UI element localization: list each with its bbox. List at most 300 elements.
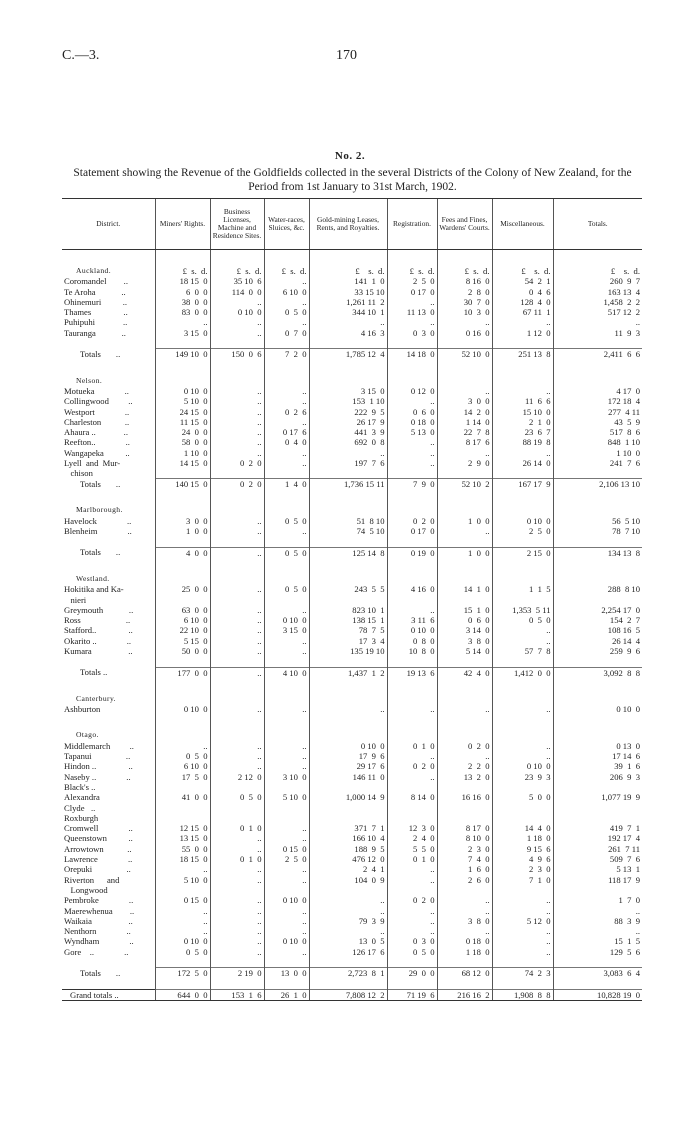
amount-cell: ..: [210, 844, 264, 854]
amount-cell: [309, 979, 387, 990]
amount-cell: 277 4 11: [553, 407, 642, 417]
amount-cell: ..: [210, 547, 264, 558]
totals-row: [62, 667, 642, 678]
amount-cell: [437, 505, 492, 515]
amount-cell: ..: [210, 667, 264, 678]
amount-cell: £ s. d.: [387, 266, 437, 276]
amount-cell: 222 9 5: [309, 407, 387, 417]
amount-cell: ..: [492, 741, 553, 751]
amount-cell: [437, 782, 492, 792]
amount-cell: 3 0 0: [155, 516, 210, 526]
amount-cell: ..: [553, 906, 642, 916]
amount-cell: 42 4 0: [437, 667, 492, 678]
table-row: [62, 772, 642, 782]
amount-cell: 33 15 10: [309, 287, 387, 297]
amount-cell: [492, 338, 553, 349]
district-cell: Stafford.. ..: [64, 625, 133, 636]
district-cell: Reefton.. ..: [64, 437, 130, 448]
amount-cell: 1 0 0: [437, 516, 492, 526]
amount-cell: 25 0 0: [155, 584, 210, 594]
amount-cell: [309, 505, 387, 515]
amount-cell: ..: [492, 926, 553, 936]
amount-cell: 17 14 6: [553, 751, 642, 761]
district-cell: Ahaura .. ..: [64, 427, 128, 438]
amount-cell: ..: [387, 297, 437, 307]
district-cell: Otago.: [76, 730, 99, 740]
district-cell: [62, 957, 155, 968]
spacer-row: [62, 536, 642, 547]
amount-cell: 2 5 0: [387, 276, 437, 286]
amount-cell: [492, 656, 553, 667]
amount-cell: [309, 678, 387, 694]
amount-cell: [553, 489, 642, 505]
amount-cell: 2 3 0: [437, 844, 492, 854]
amount-cell: 3 11 6: [387, 615, 437, 625]
amount-cell: 1,785 12 4: [309, 349, 387, 360]
amount-cell: ..: [492, 936, 553, 946]
amount-cell: [553, 678, 642, 694]
amount-cell: 14 18 0: [387, 349, 437, 360]
amount-cell: 0 17 6: [264, 427, 309, 437]
amount-cell: 10,828 19 0: [553, 989, 642, 1000]
amount-cell: ..: [387, 751, 437, 761]
amount-cell: ..: [210, 741, 264, 751]
amount-cell: 823 10 1: [309, 605, 387, 615]
amount-cell: 517 12 2: [553, 307, 642, 317]
amount-cell: ..: [210, 437, 264, 447]
amount-cell: 241 7 6: [553, 458, 642, 468]
amount-cell: 1 6 0: [437, 864, 492, 874]
amount-cell: 134 13 8: [553, 547, 642, 558]
amount-cell: [155, 813, 210, 823]
amount-cell: 1 1 5: [492, 584, 553, 594]
amount-cell: [155, 536, 210, 547]
district-cell: Coromandel ..: [64, 276, 128, 287]
amount-cell: 0 5 0: [387, 947, 437, 957]
spacer-row: [62, 338, 642, 349]
amount-cell: [155, 558, 210, 574]
amount-cell: 43 5 9: [553, 417, 642, 427]
amount-cell: 30 7 0: [437, 297, 492, 307]
amount-cell: [155, 714, 210, 730]
col-header-district: District.: [62, 199, 155, 250]
amount-cell: [387, 885, 437, 895]
amount-cell: [309, 376, 387, 386]
amount-cell: [155, 656, 210, 667]
amount-cell: 344 10 1: [309, 307, 387, 317]
amount-cell: ..: [210, 297, 264, 307]
amount-cell: 3 15 0: [309, 386, 387, 396]
table-row: [62, 276, 642, 286]
amount-cell: [437, 885, 492, 895]
amount-cell: [264, 979, 309, 990]
amount-cell: [387, 574, 437, 584]
amount-cell: 4 16 0: [387, 584, 437, 594]
amount-cell: ..: [210, 396, 264, 406]
amount-cell: 2,723 8 1: [309, 968, 387, 979]
amount-cell: 192 17 4: [553, 833, 642, 843]
amount-cell: 74 2 3: [492, 968, 553, 979]
table-row: [62, 636, 642, 646]
amount-cell: [264, 714, 309, 730]
amount-cell: 2 12 0: [210, 772, 264, 782]
amount-cell: ..: [210, 833, 264, 843]
amount-cell: [210, 376, 264, 386]
amount-cell: 10 8 0: [387, 646, 437, 656]
district-cell: Grand totals ..: [62, 989, 155, 1000]
amount-cell: [264, 360, 309, 376]
amount-cell: 67 11 1: [492, 307, 553, 317]
amount-cell: ..: [210, 386, 264, 396]
amount-cell: [387, 730, 437, 740]
amount-cell: 1,736 15 11: [309, 479, 387, 490]
amount-cell: [437, 730, 492, 740]
amount-cell: ..: [210, 328, 264, 338]
amount-cell: [387, 505, 437, 515]
district-cell: Waikaia ..: [64, 915, 133, 926]
amount-cell: ..: [210, 615, 264, 625]
amount-cell: ..: [264, 823, 309, 833]
amount-cell: 3 0 0: [437, 396, 492, 406]
amount-cell: 0 10 0: [387, 625, 437, 635]
amount-cell: [264, 656, 309, 667]
totals-row: [62, 968, 642, 979]
amount-cell: ..: [553, 926, 642, 936]
totals-row: [62, 349, 642, 360]
amount-cell: [210, 536, 264, 547]
amount-cell: [210, 250, 264, 267]
amount-cell: [492, 694, 553, 704]
table-row: [62, 615, 642, 625]
amount-cell: 3 14 0: [437, 625, 492, 635]
amount-cell: ..: [437, 704, 492, 714]
amount-cell: 18 15 0: [155, 854, 210, 864]
table-row: [62, 417, 642, 427]
amount-cell: 114 0 0: [210, 287, 264, 297]
amount-cell: ..: [210, 864, 264, 874]
amount-cell: 57 7 8: [492, 646, 553, 656]
amount-cell: [309, 957, 387, 968]
amount-cell: 9 15 6: [492, 844, 553, 854]
amount-cell: 15 1 0: [437, 605, 492, 615]
amount-cell: [155, 505, 210, 515]
amount-cell: 12 15 0: [155, 823, 210, 833]
amount-cell: 243 5 5: [309, 584, 387, 594]
amount-cell: 19 13 6: [387, 667, 437, 678]
amount-cell: 11 6 6: [492, 396, 553, 406]
amount-cell: ..: [264, 875, 309, 885]
table-row: [62, 916, 642, 926]
amount-cell: [264, 505, 309, 515]
table-row: [62, 741, 642, 751]
district-cell: [62, 338, 155, 349]
amount-cell: 22 7 8: [437, 427, 492, 437]
amount-cell: [492, 979, 553, 990]
amount-cell: ..: [210, 584, 264, 594]
col-header-fees-and-fines: Fees and Fines, Wardens' Courts.: [437, 199, 492, 250]
amount-cell: 17 5 0: [155, 772, 210, 782]
district-cell: Ross ..: [64, 615, 131, 626]
amount-cell: 5 14 0: [437, 646, 492, 656]
table-header-row: [62, 199, 642, 250]
amount-cell: 108 16 5: [553, 625, 642, 635]
amount-cell: 2 19 0: [210, 968, 264, 979]
district-cell: Puhipuhi ..: [64, 317, 128, 328]
amount-cell: 1 4 0: [264, 479, 309, 490]
amount-cell: 0 5 0: [155, 751, 210, 761]
amount-cell: 0 2 6: [264, 407, 309, 417]
amount-cell: ..: [264, 317, 309, 327]
amount-cell: 0 8 0: [387, 636, 437, 646]
amount-cell: 12 3 0: [387, 823, 437, 833]
amount-cell: ..: [492, 636, 553, 646]
amount-cell: 5 12 0: [492, 916, 553, 926]
amount-cell: ..: [210, 916, 264, 926]
amount-cell: 8 10 0: [437, 833, 492, 843]
amount-cell: 23 9 3: [492, 772, 553, 782]
amount-cell: ..: [155, 864, 210, 874]
table-row: [62, 813, 642, 823]
district-cell: Nelson.: [76, 375, 103, 385]
amount-cell: [210, 813, 264, 823]
amount-cell: 149 10 0: [155, 349, 210, 360]
amount-cell: 26 17 9: [309, 417, 387, 427]
amount-cell: 38 0 0: [155, 297, 210, 307]
amount-cell: [210, 957, 264, 968]
district-section-heading: [62, 574, 642, 584]
amount-cell: [387, 489, 437, 505]
amount-cell: 261 7 11: [553, 844, 642, 854]
table-row: [62, 885, 642, 895]
amount-cell: 128 4 0: [492, 297, 553, 307]
table-row: [62, 297, 642, 307]
district-cell: Canterbury.: [76, 693, 116, 703]
amount-cell: [155, 468, 210, 478]
amount-cell: 1 10 0: [553, 448, 642, 458]
amount-cell: ..: [210, 417, 264, 427]
amount-cell: ..: [264, 297, 309, 307]
table-row: [62, 625, 642, 635]
amount-cell: 0 18 0: [387, 417, 437, 427]
district-cell: Okarito .. ..: [64, 635, 132, 646]
amount-cell: ..: [264, 761, 309, 771]
amount-cell: 140 15 0: [155, 479, 210, 490]
district-cell: Hokitika and Ka-: [64, 584, 124, 595]
amount-cell: 259 9 6: [553, 646, 642, 656]
amount-cell: [553, 694, 642, 704]
amount-cell: £ s. d.: [553, 266, 642, 276]
amount-cell: [437, 468, 492, 478]
amount-cell: 2,411 6 6: [553, 349, 642, 360]
amount-cell: ..: [210, 947, 264, 957]
amount-cell: [492, 505, 553, 515]
amount-cell: 5 10 0: [155, 396, 210, 406]
amount-cell: ..: [437, 926, 492, 936]
amount-cell: 0 10 0: [210, 307, 264, 317]
amount-cell: [264, 250, 309, 267]
amount-cell: [155, 376, 210, 386]
amount-cell: 4 10 0: [264, 667, 309, 678]
amount-cell: 5 0 0: [492, 792, 553, 802]
table-row: [62, 833, 642, 843]
district-cell: Motueka ..: [64, 385, 129, 396]
district-cell: Nenthorn ..: [64, 926, 131, 937]
totals-row: [62, 547, 642, 558]
amount-cell: ..: [437, 751, 492, 761]
amount-cell: [387, 714, 437, 730]
amount-cell: ..: [210, 761, 264, 771]
amount-cell: 1,412 0 0: [492, 667, 553, 678]
table-row: [62, 906, 642, 916]
amount-cell: ..: [155, 916, 210, 926]
amount-cell: [264, 338, 309, 349]
district-cell: nieri: [64, 594, 87, 605]
amount-cell: [553, 338, 642, 349]
amount-cell: £ s. d.: [492, 266, 553, 276]
amount-cell: 6 10 0: [264, 287, 309, 297]
amount-cell: 0 10 0: [492, 761, 553, 771]
amount-cell: [264, 730, 309, 740]
district-cell: Longwood: [64, 884, 108, 895]
table-row: [62, 386, 642, 396]
amount-cell: [387, 782, 437, 792]
amount-cell: £ s. d.: [210, 266, 264, 276]
amount-cell: 79 3 9: [309, 916, 387, 926]
amount-cell: 41 0 0: [155, 792, 210, 802]
amount-cell: 8 14 0: [387, 792, 437, 802]
amount-cell: ..: [210, 704, 264, 714]
amount-cell: 14 15 0: [155, 458, 210, 468]
amount-cell: [553, 803, 642, 813]
amount-cell: 0 10 0: [264, 895, 309, 905]
amount-cell: [553, 505, 642, 515]
amount-cell: [155, 678, 210, 694]
amount-cell: [309, 803, 387, 813]
amount-cell: [210, 595, 264, 605]
amount-cell: [155, 360, 210, 376]
amount-cell: 167 17 9: [492, 479, 553, 490]
amount-cell: 1 18 0: [492, 833, 553, 843]
amount-cell: [553, 782, 642, 792]
amount-cell: [210, 656, 264, 667]
amount-cell: 1,261 11 2: [309, 297, 387, 307]
amount-cell: [210, 694, 264, 704]
amount-cell: 371 7 1: [309, 823, 387, 833]
amount-cell: 58 0 0: [155, 437, 210, 447]
amount-cell: 63 0 0: [155, 605, 210, 615]
amount-cell: 0 10 0: [155, 386, 210, 396]
amount-cell: 15 10 0: [492, 407, 553, 417]
table-row: [62, 605, 642, 615]
amount-cell: 0 5 0: [264, 516, 309, 526]
amount-cell: 2 1 0: [492, 417, 553, 427]
amount-cell: [437, 595, 492, 605]
amount-cell: [155, 574, 210, 584]
amount-cell: [210, 803, 264, 813]
amount-cell: [437, 694, 492, 704]
amount-cell: [492, 957, 553, 968]
amount-cell: [309, 489, 387, 505]
amount-cell: 13 15 0: [155, 833, 210, 843]
amount-cell: [492, 489, 553, 505]
district-cell: Totals ..: [80, 667, 108, 678]
grand-totals-row: [62, 989, 642, 1000]
amount-cell: [553, 468, 642, 478]
amount-cell: 3,083 6 4: [553, 968, 642, 979]
amount-cell: [437, 957, 492, 968]
amount-cell: 3 8 0: [437, 636, 492, 646]
amount-cell: 1 7 0: [553, 895, 642, 905]
col-header-business-licenses: Business Licenses, Machine and Residence Sites.: [210, 199, 264, 250]
amount-cell: ..: [210, 895, 264, 905]
amount-cell: [387, 803, 437, 813]
district-cell: Alexandra: [64, 792, 100, 803]
amount-cell: 7 1 0: [492, 875, 553, 885]
amount-cell: [553, 656, 642, 667]
district-cell: Naseby .. ..: [64, 771, 131, 782]
amount-cell: 0 2 0: [387, 895, 437, 905]
amount-cell: 0 19 0: [387, 547, 437, 558]
page-number: 170: [336, 48, 357, 63]
amount-cell: [309, 694, 387, 704]
spacer-row: [62, 656, 642, 667]
amount-cell: 50 0 0: [155, 646, 210, 656]
amount-cell: [387, 979, 437, 990]
amount-cell: [309, 536, 387, 547]
amount-cell: 11 13 0: [387, 307, 437, 317]
amount-cell: 26 1 0: [264, 989, 309, 1000]
amount-cell: [553, 730, 642, 740]
amount-cell: 848 1 10: [553, 437, 642, 447]
spacer-row: [62, 558, 642, 574]
amount-cell: ..: [264, 833, 309, 843]
district-cell: Marlborough.: [76, 505, 123, 515]
page-reference: C.—3.: [62, 48, 100, 63]
district-cell: Wyndham ..: [64, 936, 134, 947]
amount-cell: 0 18 0: [437, 936, 492, 946]
totals-row: [62, 479, 642, 490]
amount-cell: [210, 574, 264, 584]
district-cell: Auckland.: [76, 266, 112, 275]
amount-cell: 0 15 0: [264, 844, 309, 854]
amount-cell: 0 2 0: [387, 761, 437, 771]
amount-cell: 476 12 0: [309, 854, 387, 864]
amount-cell: 197 7 6: [309, 458, 387, 468]
amount-cell: 0 16 0: [437, 328, 492, 338]
table-row: [62, 823, 642, 833]
amount-cell: 0 10 0: [155, 704, 210, 714]
amount-cell: 5 10 0: [155, 875, 210, 885]
amount-cell: 83 0 0: [155, 307, 210, 317]
amount-cell: [264, 558, 309, 574]
district-cell: [62, 360, 155, 376]
amount-cell: ..: [492, 906, 553, 916]
amount-cell: [437, 803, 492, 813]
amount-cell: ..: [264, 605, 309, 615]
amount-cell: 18 15 0: [155, 276, 210, 286]
amount-cell: 78 7 10: [553, 526, 642, 536]
amount-cell: ..: [553, 317, 642, 327]
amount-cell: [492, 558, 553, 574]
table-row: [62, 761, 642, 771]
amount-cell: [309, 656, 387, 667]
amount-cell: ..: [309, 895, 387, 905]
amount-cell: [387, 536, 437, 547]
amount-cell: [210, 338, 264, 349]
table-row: [62, 427, 642, 437]
amount-cell: £ s. d.: [264, 266, 309, 276]
amount-cell: [492, 468, 553, 478]
